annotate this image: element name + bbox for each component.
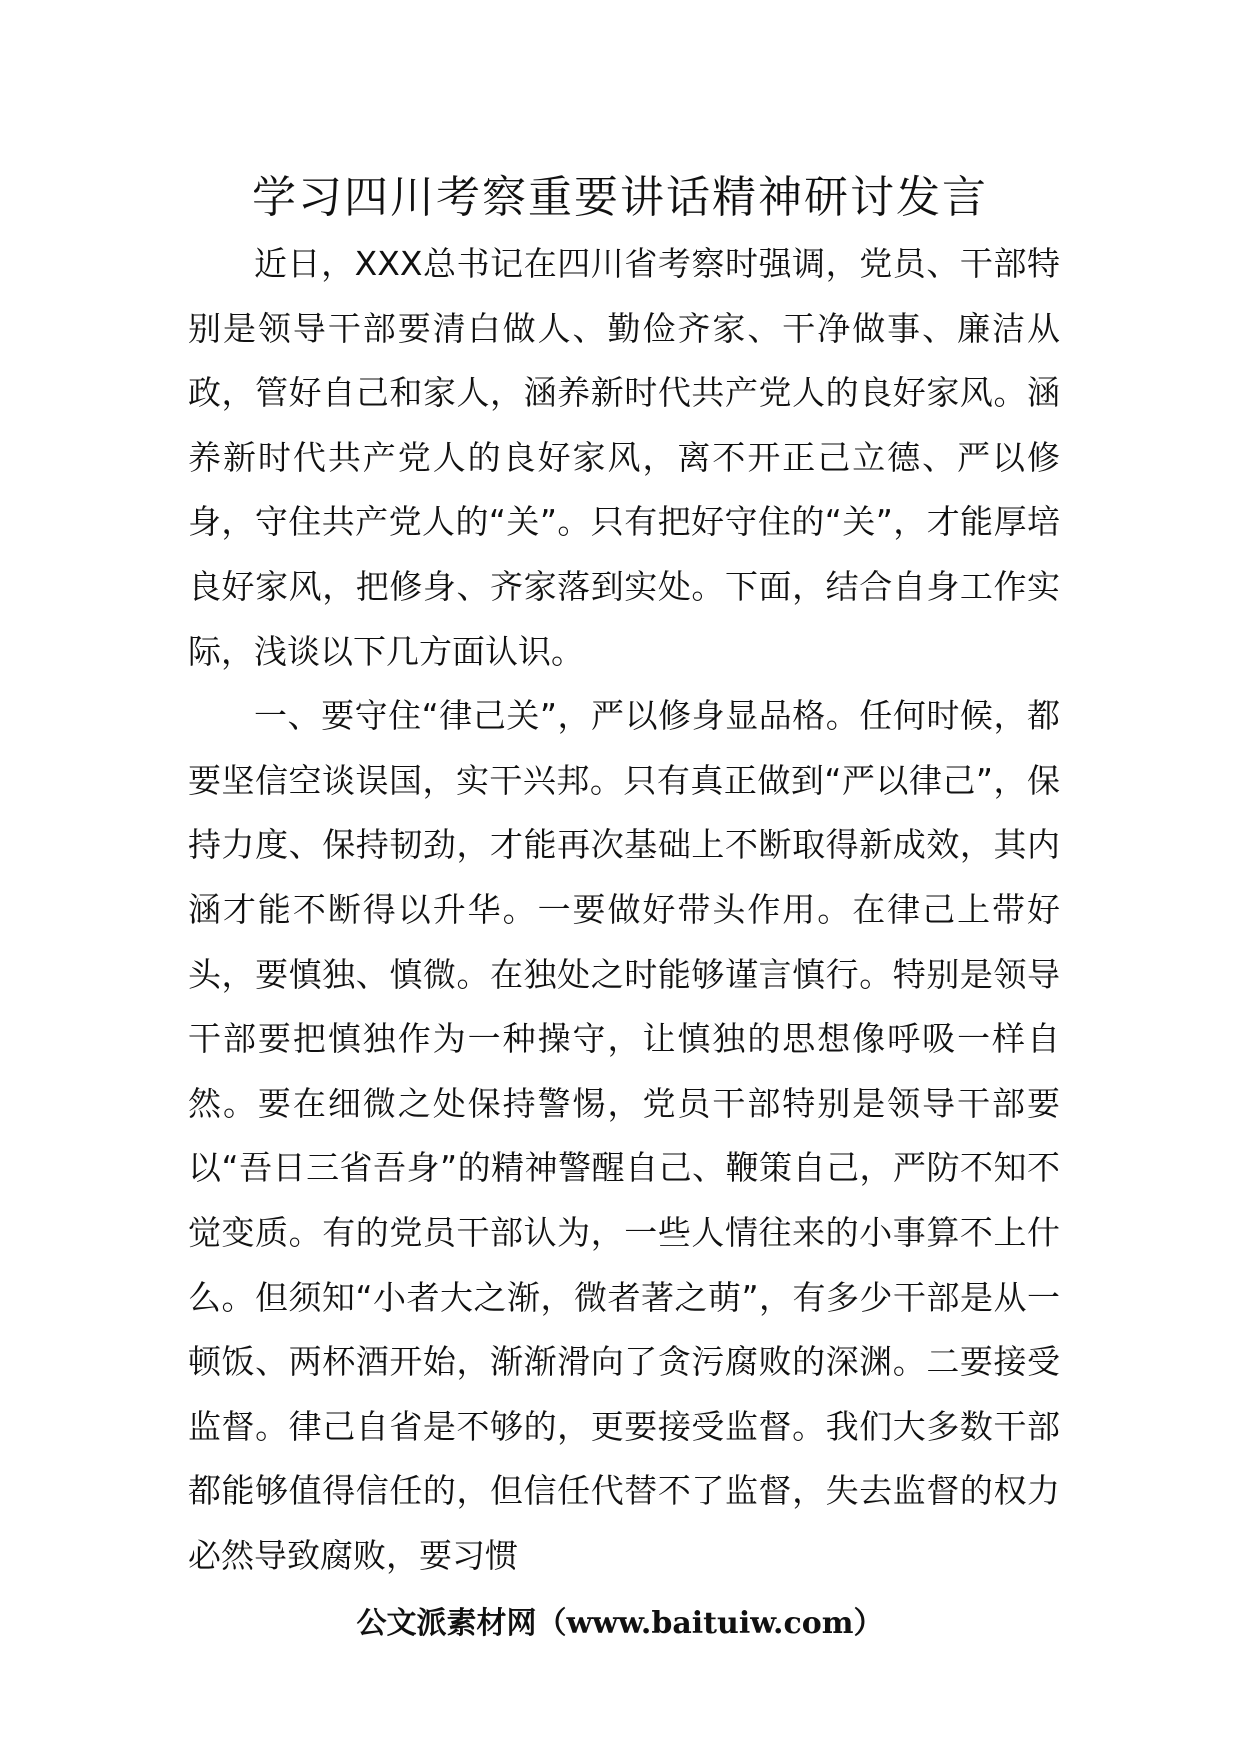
paragraph-intro: 近日，XXX总书记在四川省考察时强调，党员、干部特别是领导干部要清白做人、勤俭齐家、干净做事、廉洁从政，管好自己和家人，涵养新时代共产党人的良好家风。涵养新时代共产党人的良好家风，离不开正己立德、严以修身，守住共产党人的“关”。只有把好守住的“关”，才能厚培良好家风，把修身、齐家落到实处。下面，结合自身工作实际，浅谈以下几方面认识。 bbox=[188, 244, 1060, 671]
paragraph-section-one: 一、要守住“律己关”，严以修身显品格。任何时候，都要坚信空谈误国，实干兴邦。只有真正做到“严以律己”，保持力度、保持韧劲，才能再次基础上不断取得新成效，其内涵才能不断得以升华。一要做好带头作用。在律己上带好头，要慎独、慎微。在独处之时能够谨言慎行。特别是领导干部要把慎独作为一种操守，让慎独的思想像呼吸一样自然。要在细微之处保持警惕，党员干部特别是领导干部要以“吾日三省吾身”的精神警醒自己、鞭策自己，严防不知不觉变质。有的党员干部认为，一些人情往来的小事算不上什么。但须知“小者大之渐，微者著之萌”，有多少干部是从一顿饭、两杯酒开始，渐渐滑向了贪污腐败的深渊。二要接受监督。律己自省是不够的，更要接受监督。我们大多数干部都能够值得信任的，但信任代替不了监督，失去监督的权力必然导致腐败，要习惯 bbox=[188, 696, 1060, 1575]
page-footer-watermark: 公文派素材网（www.baituiw.com） bbox=[356, 1606, 884, 1641]
document-title: 学习四川考察重要讲话精神研讨发言 bbox=[252, 172, 988, 223]
document-body bbox=[188, 232, 1060, 1588]
